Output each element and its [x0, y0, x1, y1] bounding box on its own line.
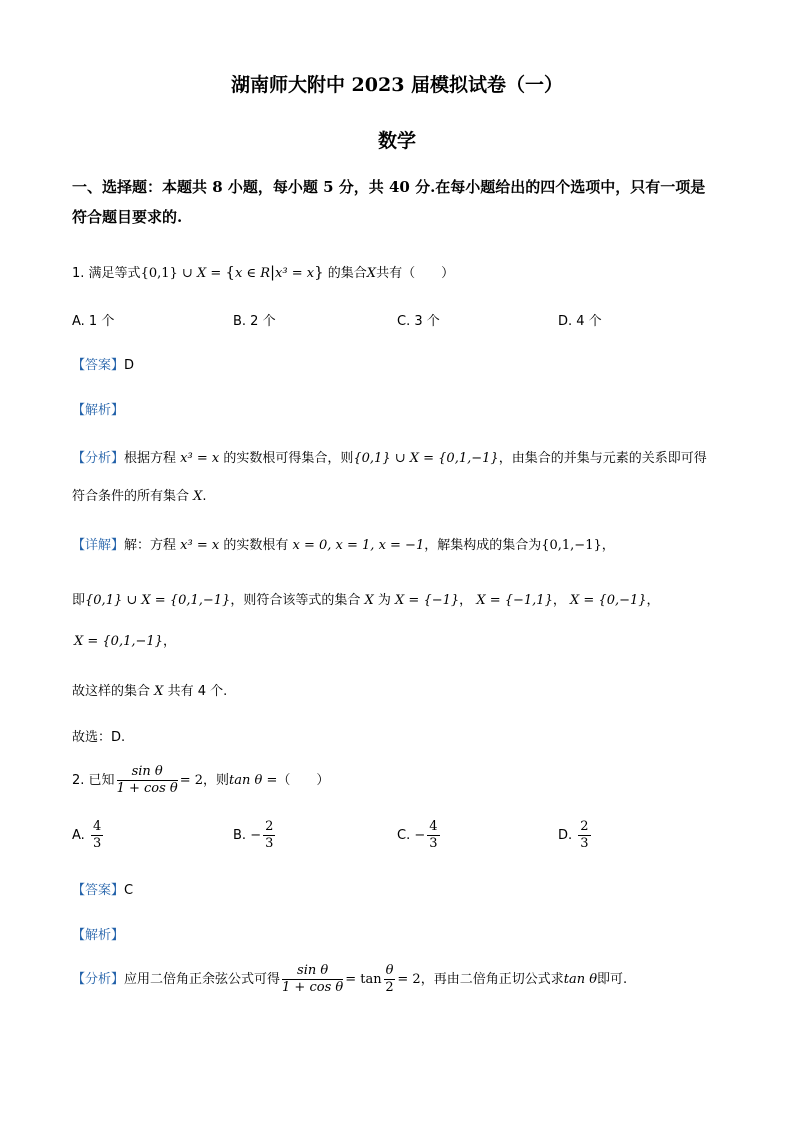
q1-analysis — [72, 447, 707, 466]
q2-analysis-a: 应用二倍角正余弦公式可得 — [124, 972, 281, 987]
q2-option-b-sign: − — [250, 828, 262, 843]
q1-choose: 故选：D. — [72, 730, 126, 745]
q2-option-b-num: 2 — [265, 819, 274, 834]
q1-option-b: B. 2 个 — [233, 314, 276, 329]
q2-option-b — [233, 819, 277, 852]
q1-line3-comma3: ， — [646, 593, 660, 608]
q2-option-d-den: 3 — [580, 836, 589, 851]
q2-option-b-den: 3 — [265, 836, 274, 851]
q1-detail-eq: x³ = x — [180, 538, 220, 553]
q1-detail-label: 【详解】 — [72, 538, 125, 553]
q1-line3-s3: X = {0,−1} — [570, 593, 647, 608]
q2-option-c-den: 3 — [429, 836, 438, 851]
q1-detail-a: 解：方程 — [124, 538, 177, 553]
q2-analysis-tan: tan θ — [563, 972, 598, 987]
q1-detail-c: ，解集构成的集合为 — [424, 538, 542, 553]
q2-analysis-eq: = tan — [345, 972, 382, 987]
q2-fraction-num: sin θ — [117, 764, 178, 781]
q2-mid: ，则 — [203, 773, 230, 788]
q2-answer-value: C — [124, 883, 134, 898]
q2-analysis-hden: 2 — [385, 980, 394, 995]
q2-option-d — [558, 819, 593, 852]
q1-set-elem: x ∈ R — [234, 266, 270, 281]
q1-option-c: C. 3 个 — [397, 314, 440, 329]
q1-line5-x: X — [154, 684, 164, 699]
q2-option-c — [397, 819, 442, 852]
q2-analysis-frac — [282, 963, 343, 996]
q1-detail-line5 — [72, 680, 227, 699]
section-heading-line2: 符合题目要求的. — [72, 208, 183, 226]
q1-set-bar: | — [269, 263, 276, 281]
q1-line4: X = {0,1,−1} — [74, 634, 163, 649]
q2-analysis — [72, 963, 627, 996]
q1-analysis-line2b: X — [193, 489, 203, 504]
q2-option-d-num: 2 — [580, 819, 589, 834]
q1-stem — [72, 262, 454, 281]
q2-number: 2. — [72, 773, 85, 788]
q1-number: 1. — [72, 266, 85, 281]
q2-analysis-hnum: θ — [385, 963, 394, 978]
q1-analysis-expr: {0,1} ∪ X = {0,1,−1} — [353, 451, 499, 466]
q1-answer-value: D — [124, 358, 135, 373]
q1-set-left: {0,1} — [140, 266, 178, 281]
q2-analysis-eq2: = 2 — [397, 972, 421, 987]
q2-option-c-num: 4 — [429, 819, 438, 834]
q1-line3-x: X — [364, 593, 374, 608]
q2-eq: = 2 — [179, 773, 204, 788]
q1-detail-b: 的实数根有 — [223, 538, 289, 553]
q2-option-d-frac — [578, 819, 590, 852]
q1-answer-label: 【答案】 — [72, 358, 125, 373]
q2-analysis-num: sin θ — [282, 963, 343, 980]
q1-line5-a: 故这样的集合 — [72, 684, 151, 699]
q1-analysis-line2a: 符合条件的所有集合 — [72, 489, 190, 504]
q2-analysis-b: ，再由二倍角正切公式求 — [420, 972, 564, 987]
q1-analysis-c: ，由集合的并集与元素的关系即可得 — [498, 451, 707, 466]
q1-set-cond: x³ = x — [275, 266, 315, 281]
q2-option-c-label: C. — [397, 828, 411, 843]
section-heading-line1: 一、选择题：本题共 8 小题，每小题 5 分，共 40 分.在每小题给出的四个选项中，只有一项是 — [72, 178, 706, 196]
q2-option-a — [72, 819, 105, 852]
q1-analysis-label: 【分析】 — [72, 451, 125, 466]
q2-tan: tan θ = — [229, 773, 278, 788]
q2-tail: （ ） — [277, 773, 330, 788]
q2-analysis-den: 1 + cos θ — [282, 980, 344, 995]
q2-option-d-label: D. — [558, 828, 573, 843]
q1-detail-line3 — [72, 589, 660, 608]
q2-answer-label: 【答案】 — [72, 883, 125, 898]
q1-detail-line4 — [74, 630, 176, 649]
q1-analysis-line2 — [72, 485, 207, 504]
q1-analysis-eq: x³ = x — [180, 451, 220, 466]
q1-eq: = — [210, 266, 222, 281]
q1-line3-s2: X = {−1,1} — [476, 593, 553, 608]
q1-line3-b: ，则符合该等式的集合 — [230, 593, 361, 608]
q2-fraction — [117, 764, 178, 797]
subject-heading: 数学 — [377, 130, 416, 152]
q2-option-b-label: B. — [233, 828, 247, 843]
q2-option-a-frac — [91, 819, 103, 852]
q1-line4-tail: ， — [162, 634, 176, 649]
q2-jiexi: 【解析】 — [72, 928, 125, 943]
q1-var-x: X — [196, 266, 207, 281]
q1-line3-a: 即 — [72, 593, 86, 608]
q1-analysis-b: 的实数根可得集合，则 — [223, 451, 354, 466]
q1-option-a: A. 1 个 — [72, 314, 115, 329]
q1-detail-roots: x = 0, x = 1, x = −1 — [292, 538, 425, 553]
q2-option-b-frac — [263, 819, 275, 852]
q2-analysis-half — [384, 963, 396, 996]
q2-option-a-num: 4 — [92, 819, 102, 834]
q1-line3-comma1: ， — [459, 593, 473, 608]
page-title: 湖南师大附中 2023 届模拟试卷（一） — [230, 74, 564, 96]
q1-brace-close: } — [314, 263, 324, 281]
q1-line3-comma2: ， — [552, 593, 566, 608]
q2-option-a-label: A. — [72, 828, 85, 843]
q1-line3-c: 为 — [377, 593, 391, 608]
q2-stem — [72, 764, 329, 797]
q1-detail-set: {0,1,−1} — [541, 538, 602, 553]
q1-tail-x: X — [366, 266, 377, 281]
q1-lead: 满足等式 — [88, 266, 141, 281]
q1-union: ∪ — [181, 266, 193, 281]
q1-detail-d: ， — [601, 538, 615, 553]
q1-analysis-a: 根据方程 — [124, 451, 177, 466]
q2-option-c-frac — [427, 819, 439, 852]
q1-tail2: 共有（ ） — [376, 266, 455, 281]
q2-option-a-den: 3 — [92, 836, 102, 851]
q2-answer — [72, 879, 133, 898]
q1-answer — [72, 354, 134, 373]
q2-analysis-label: 【分析】 — [72, 972, 125, 987]
q1-analysis-line2c: . — [202, 489, 207, 504]
q1-detail — [72, 534, 615, 553]
q1-line3-s1: X = {−1} — [395, 593, 460, 608]
q1-brace-open: { — [225, 263, 235, 281]
q1-option-d: D. 4 个 — [558, 314, 602, 329]
q2-lead: 已知 — [88, 773, 115, 788]
q1-tail1: 的集合 — [327, 266, 367, 281]
q2-analysis-c: 即可. — [597, 972, 628, 987]
q1-jiexi: 【解析】 — [72, 403, 125, 418]
q1-line5-b: 共有 4 个. — [167, 684, 228, 699]
q2-fraction-den: 1 + cos θ — [116, 781, 178, 796]
q1-line3-expr: {0,1} ∪ X = {0,1,−1} — [85, 593, 231, 608]
q2-option-c-sign: − — [414, 828, 426, 843]
